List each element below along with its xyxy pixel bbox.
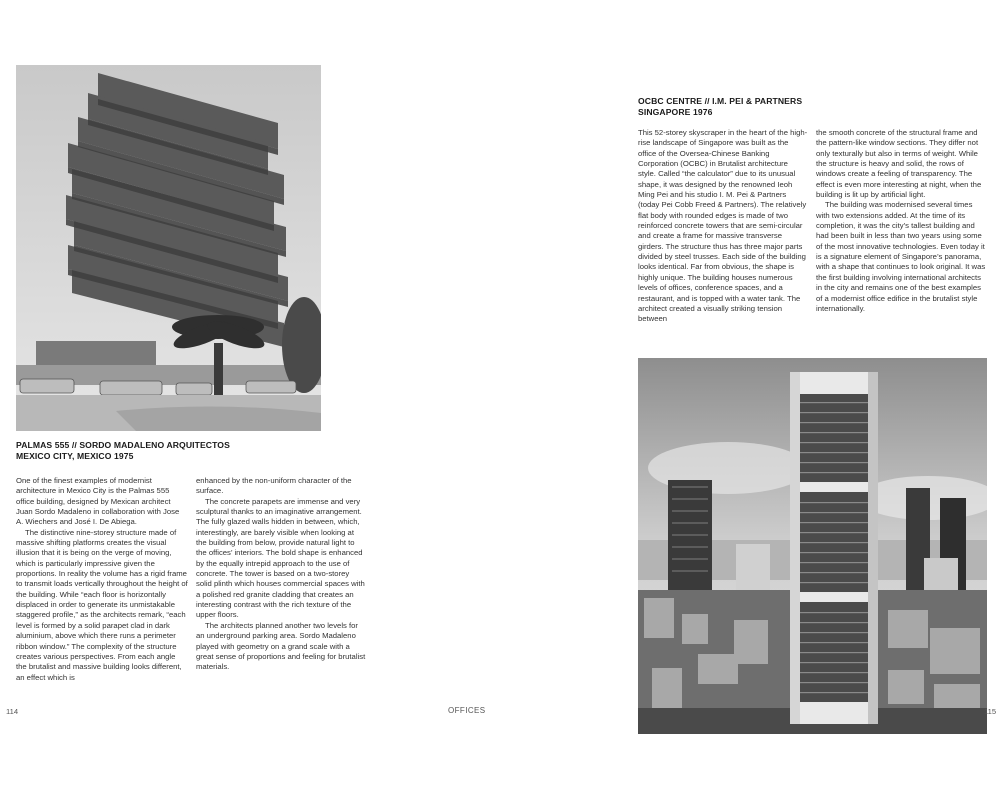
paragraph: One of the finest examples of modernist architecture in Mexico City is the Palmas 555 office building, designed by Mexican architect Juan Sordo Madaleno in collaboration with Jose A. Wiechers and José I. De Abiega.: [16, 476, 180, 527]
paragraph: enhanced by the non-uniform character of the surface.: [196, 476, 352, 496]
paragraph: The architects planned another two levels for an underground parking area. Sordo Madaleno played with geometry on a grand scale with a great sense of proportions and feeling for brutalist materials.: [196, 620, 366, 672]
page-number-right: 115: [984, 707, 997, 716]
palmas-text-column-2: [196, 476, 366, 673]
paragraph: The building was modernised several times with two extensions added. At the time of its completion, it was the city’s tallest building and had been built in less than two years using some of the most innovative technologies. Even today it is a signature element of Singapore’s panorama, with a shape that continues to look original. It was the first building involving international architects in the city and remains one of the best examples of a modernist office edifice in the brutalist style internationally.: [816, 200, 986, 313]
palmas-heading-location: MEXICO CITY, MEXICO 1975: [16, 451, 134, 461]
palmas-heading: [16, 440, 230, 462]
ocbc-heading-location: SINGAPORE 1976: [638, 107, 713, 117]
ocbc-centre-photo: [638, 358, 987, 734]
left-page: [0, 62, 498, 734]
ocbc-text-column-1: [638, 128, 808, 325]
ocbc-heading: [638, 96, 802, 118]
palmas-555-photo: [16, 65, 321, 431]
paragraph: The distinctive nine-storey structure made of massive shifting platforms creates the visual illusion that it is being on the verge of moving, which is particularly impressive given the proportions. In reality the volume has a rigid frame to transmit loads vertically throughout the height of the building. While “each floor is horizontally displaced in order to generate its unmistakable staggered profile,” as the architects remark, “each level is formed by a solid parapet clad in dark aluminium, above which there runs a perimeter ribbon window.” The complexity of the structure creates various perspectives. From each angle the brutalist and massive building looks different, an effect which is: [16, 527, 188, 682]
palmas-heading-title: PALMAS 555 // SORDO MADALENO ARQUITECTOS: [16, 440, 230, 450]
ocbc-heading-title: OCBC CENTRE // I.M. PEI & PARTNERS: [638, 96, 803, 106]
page-number-left: 114: [6, 707, 19, 716]
palmas-text-column-1: [16, 476, 188, 683]
palmas-building-image: [16, 65, 321, 431]
paragraph: the smooth concrete of the structural frame and the pattern-like window sections. They differ not only texturally but also in terms of weight. While the structure is heavy and solid, the rows of windows create a feeling of transparency. The effect is even more interesting at night, when the building is lit up by artificial light.: [816, 128, 982, 200]
paragraph: This 52-storey skyscraper in the heart of the high-rise landscape of Singapore was built as the office of the Oversea-Chinese Banking Corporation (OCBC) in Brutalist architecture style. Called “the calculator” due to its unusual shape, it was designed by the renowned Ieoh Ming Pei and his studio I. M. Pei & Partners (today Pei Cobb Freed & Partners). The relatively flat body with rounded edges is made of two reinforced concrete towers that are semi-circular and create a frame for massive transverse girders. The structure thus has three major parts divided by steel trusses. Each side of the building looks identical. Far from obvious, the shape is highly unique. The building houses numerous levels of offices, conference spaces, and a restaurant, and is topped with a water tank. The architect created a visually striking tension between: [638, 128, 808, 324]
ocbc-skyline-image: [638, 358, 987, 734]
right-page: [502, 62, 1000, 734]
running-title: OFFICES: [448, 706, 486, 715]
ocbc-text-column-2: [816, 128, 988, 314]
paragraph: The concrete parapets are immense and very sculptural thanks to an imaginative arrangement. The fully glazed walls hidden in between, which, interestingly, are barely visible when looking at the building from below, provide natural light to the offices’ interiors. The bold shape is enhanced by the equally intrepid approach to the use of concrete. The tower is based on a two-storey solid plinth which houses commercial spaces with a polished red granite cladding that creates an interesting contrast with the rich texture of the upper floors.: [196, 496, 365, 620]
